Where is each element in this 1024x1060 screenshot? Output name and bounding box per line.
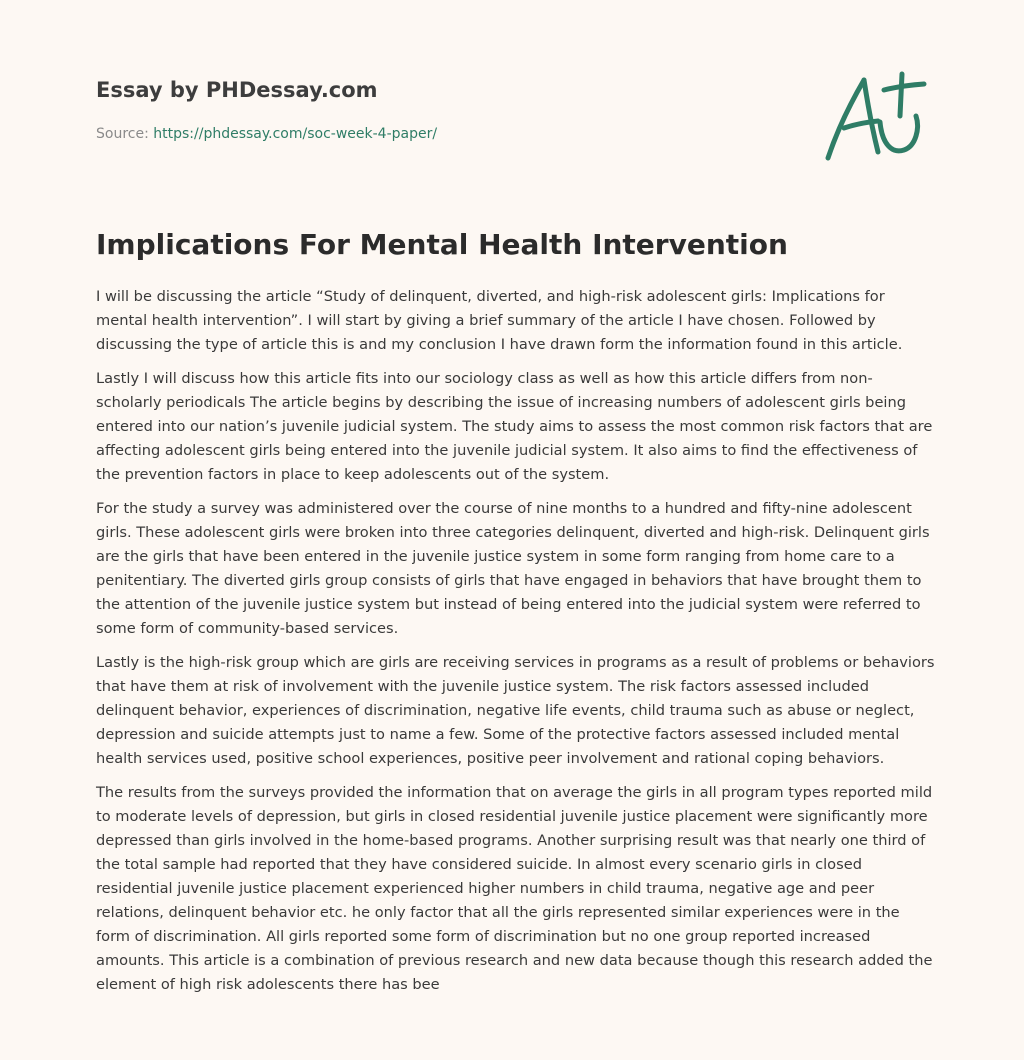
paragraph: I will be discussing the article “Study of delinquent, diverted, and high-risk adolescent girls: Implications for mental health intervention”. I will start by giving a brief summary of the article I have chosen. Followed by discussing the type of article this is and my conclusion I have drawn form the information found in this article. bbox=[96, 288, 903, 353]
article-body bbox=[96, 285, 936, 1007]
source-line bbox=[96, 124, 796, 144]
paragraph: For the study a survey was administered over the course of nine months to a hundred and fifty-nine adolescent girls. These adolescent girls were broken into three categories delinquent, diverted and high-risk. Delinquent girls are the girls that have been entered in the juvenile justice system in some form ranging from home care to a penitentiary. The diverted girls group consists of girls that have engaged in behaviors that have brought them to the attention of the juvenile justice system but instead of being entered into the judicial system were referred to some form of community-based services. bbox=[96, 500, 930, 637]
source-label: Source: bbox=[96, 126, 154, 142]
page-title: Implications For Mental Health Intervention bbox=[96, 228, 788, 261]
a-plus-icon bbox=[820, 66, 930, 166]
paragraph: Lastly is the high-risk group which are girls are receiving services in programs as a result of problems or behaviors that have them at risk of involvement with the juvenile justice system. The risk factors assessed included delinquent behavior, experiences of discrimination, negative life events, child trauma such as abuse or neglect, depression and suicide attempts just to name a few. Some of the protective factors assessed included mental health services used, positive school experiences, positive peer involvement and rational coping behaviors. bbox=[96, 654, 935, 767]
source-link[interactable]: https://phdessay.com/soc-week-4-paper/ bbox=[153, 126, 438, 142]
essay-header bbox=[96, 76, 796, 144]
paragraph: The results from the surveys provided the information that on average the girls in all program types reported mild to moderate levels of depression, but girls in closed residential juvenile justice placement were significantly more depressed than girls involved in the home-based programs. Another surprising result was that nearly one third of the total sample had reported that they have considered suicide. In almost every scenario girls in closed residential juvenile justice placement experienced higher numbers in child trauma, negative age and peer relations, delinquent behavior etc. he only factor that all the girls represented similar experiences were in the form of discrimination. All girls reported some form of discrimination but no one group reported increased amounts. This article is a combination of previous research and new data because though this research added the element of high risk adolescents there has bee bbox=[96, 784, 933, 993]
paragraph: Lastly I will discuss how this article fits into our sociology class as well as how this article differs from non-scholarly periodicals The article begins by describing the issue of increasing numbers of adolescent girls being entered into our nation’s juvenile judicial system. The study aims to assess the most common risk factors that are affecting adolescent girls being entered into the juvenile judicial system. It also aims to find the effectiveness of the prevention factors in place to keep adolescents out of the system. bbox=[96, 370, 933, 483]
brand-title: Essay by PHDessay.com bbox=[96, 78, 378, 102]
